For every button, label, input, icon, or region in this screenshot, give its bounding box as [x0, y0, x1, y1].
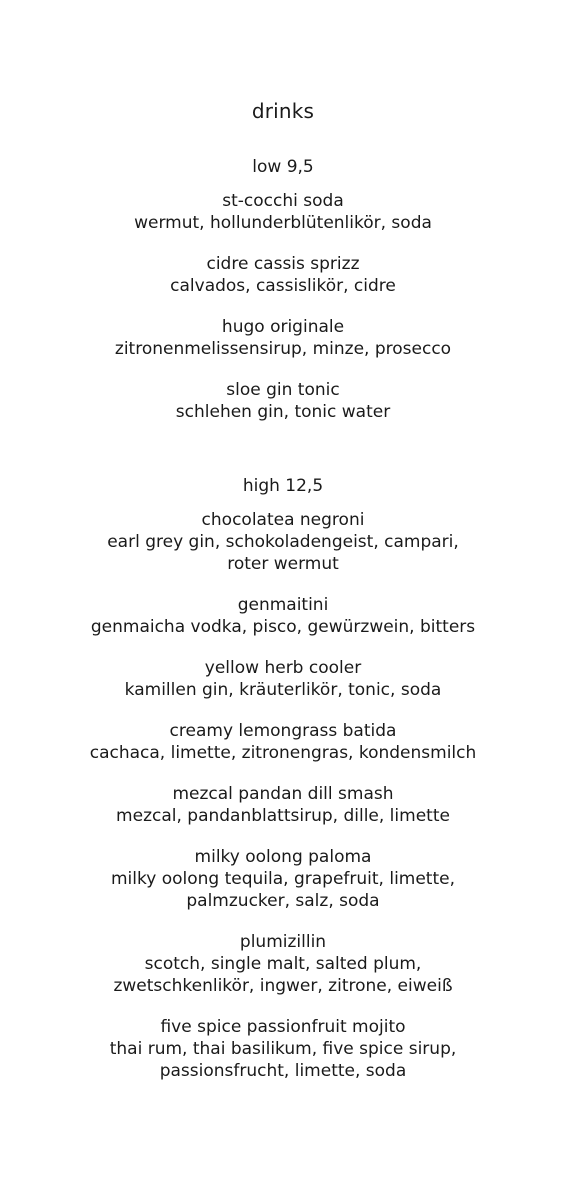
drink-item — [0, 316, 566, 360]
drink-name: creamy lemongrass batida — [169, 721, 397, 741]
drink-name: plumizillin — [239, 932, 327, 952]
drink-name: yellow herb cooler — [204, 658, 362, 678]
drink-name: cidre cassis sprizz — [206, 254, 360, 274]
drink-name: genmaitini — [237, 595, 329, 615]
drink-name: mezcal pandan dill smash — [172, 784, 394, 804]
drink-name: sloe gin tonic — [226, 380, 340, 400]
drink-ingredients: zwetschkenlikör, ingwer, zitrone, eiweiß — [113, 976, 453, 996]
drink-item — [0, 594, 566, 638]
drink-ingredients: palmzucker, salz, soda — [186, 891, 380, 911]
drink-ingredients: wermut, hollunderblütenlikör, soda — [134, 213, 432, 233]
drink-ingredients: calvados, cassislikör, cidre — [170, 276, 396, 296]
section-low — [0, 156, 566, 423]
drink-item — [0, 379, 566, 423]
drink-item — [0, 509, 566, 575]
drink-ingredients: passionsfrucht, limette, soda — [159, 1061, 407, 1081]
section-high — [0, 475, 566, 1082]
drink-name: st-cocchi soda — [222, 191, 344, 211]
drink-ingredients: schlehen gin, tonic water — [175, 402, 391, 422]
section-heading-low: low 9,5 — [252, 157, 314, 177]
drink-ingredients: earl grey gin, schokoladengeist, campari, — [107, 532, 459, 552]
drink-ingredients: kamillen gin, kräuterlikör, tonic, soda — [124, 680, 442, 700]
drink-name: milky oolong paloma — [194, 847, 372, 867]
drink-item — [0, 190, 566, 234]
drink-item — [0, 783, 566, 827]
drink-ingredients: genmaicha vodka, pisco, gewürzwein, bitters — [90, 617, 476, 637]
drink-ingredients: milky oolong tequila, grapefruit, limette, — [110, 869, 456, 889]
drink-item — [0, 846, 566, 912]
drink-item — [0, 720, 566, 764]
drink-item — [0, 931, 566, 997]
drink-item — [0, 253, 566, 297]
drink-ingredients: cachaca, limette, zitronengras, kondensmilch — [89, 743, 477, 763]
drink-ingredients: zitronenmelissensirup, minze, prosecco — [114, 339, 452, 359]
drink-ingredients: thai rum, thai basilikum, five spice sirup, — [109, 1039, 457, 1059]
drink-ingredients: roter wermut — [227, 554, 339, 574]
drink-name: five spice passionfruit mojito — [160, 1017, 406, 1037]
drink-ingredients: mezcal, pandanblattsirup, dille, limette — [116, 806, 450, 826]
drink-ingredients: scotch, single malt, salted plum, — [144, 954, 422, 974]
drink-name: hugo originale — [221, 317, 345, 337]
drink-name: chocolatea negroni — [201, 510, 365, 530]
drink-item — [0, 1016, 566, 1082]
menu-title: drinks — [251, 99, 315, 123]
drink-item — [0, 657, 566, 701]
section-heading-high: high 12,5 — [242, 476, 324, 496]
